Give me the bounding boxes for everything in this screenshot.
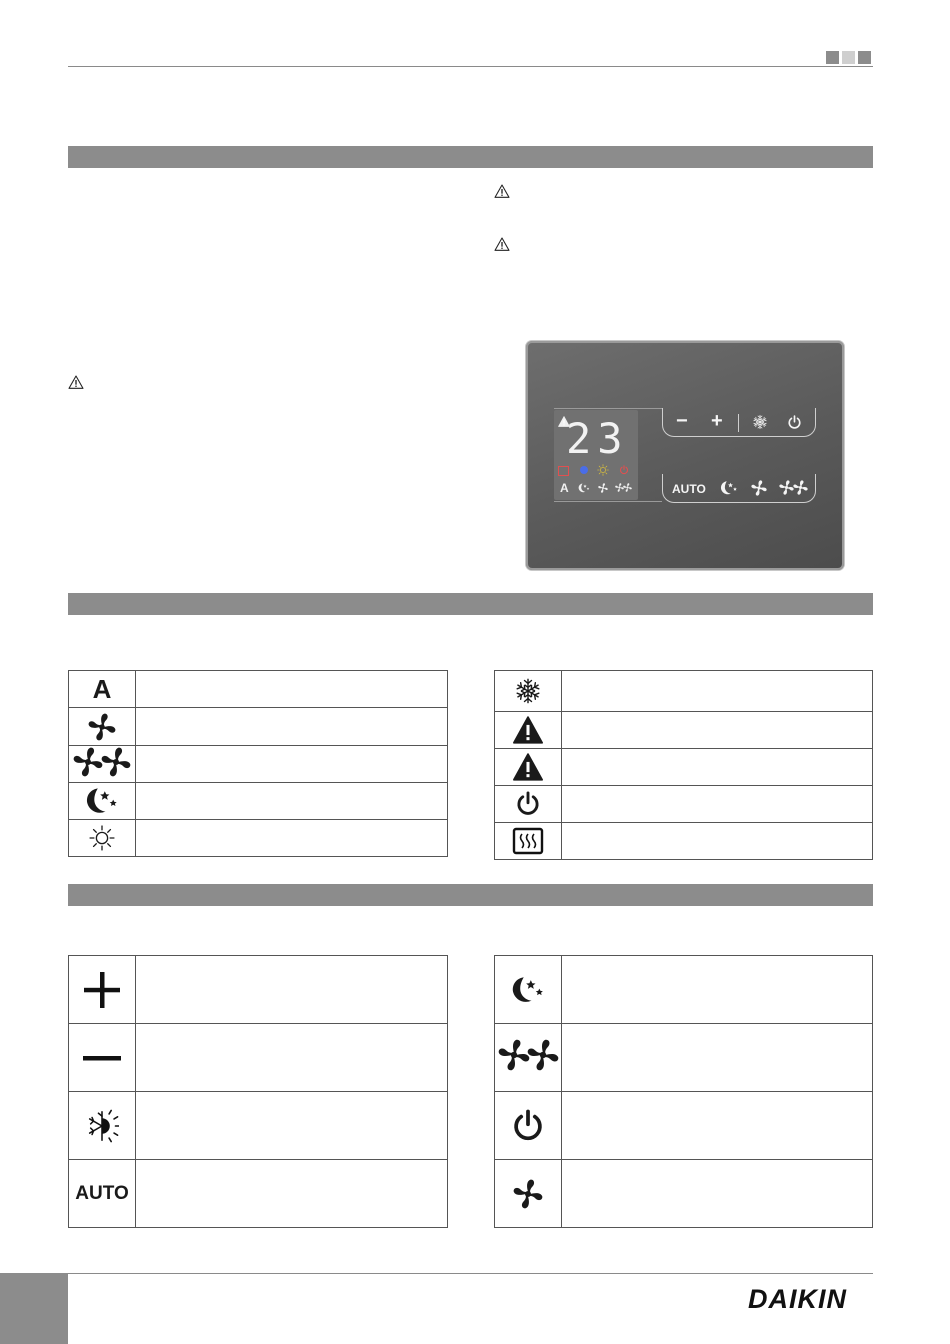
status-icon-table-right	[494, 670, 873, 860]
description-cell	[562, 1024, 873, 1092]
auto-text-icon: AUTO	[75, 1182, 129, 1204]
table-row	[495, 1024, 873, 1092]
panel-double-fan-button[interactable]	[793, 480, 808, 495]
table-row	[495, 712, 873, 749]
warning-icon	[512, 716, 544, 744]
brand-logo: DAIKIN	[748, 1284, 847, 1314]
icon-cell	[69, 1024, 136, 1092]
table-row	[69, 783, 448, 820]
panel-moon-indicator	[578, 483, 590, 493]
description-cell	[136, 956, 448, 1024]
header-square	[842, 51, 855, 64]
description-cell	[562, 823, 873, 860]
panel-auto-letter: A	[560, 481, 569, 495]
description-cell	[136, 1024, 448, 1092]
table-row	[69, 746, 448, 783]
icon-cell	[69, 956, 136, 1024]
icon-cell	[495, 956, 562, 1024]
description-cell	[562, 1160, 873, 1228]
icon-cell	[495, 749, 562, 786]
table-row	[69, 820, 448, 857]
description-cell	[562, 786, 873, 823]
panel-power-led	[619, 465, 629, 475]
description-cell	[562, 1092, 873, 1160]
night-moon-icon	[511, 975, 545, 1005]
header-rule	[68, 66, 873, 67]
icon-cell	[69, 1160, 136, 1228]
icon-cell	[495, 1092, 562, 1160]
footer-rule	[68, 1273, 873, 1274]
section-bar-buttons	[68, 884, 873, 906]
description-cell	[136, 708, 448, 746]
panel-heater-led	[558, 466, 569, 476]
table-row	[69, 956, 448, 1024]
description-cell	[136, 1160, 448, 1228]
warning-icon	[494, 183, 510, 199]
section-bar-description	[68, 146, 873, 168]
icon-cell	[495, 1160, 562, 1228]
panel-double-fan-button[interactable]	[779, 480, 794, 495]
icon-cell	[495, 823, 562, 860]
table-row	[69, 708, 448, 746]
panel-line	[554, 501, 662, 502]
description-cell	[562, 671, 873, 712]
table-row	[495, 956, 873, 1024]
table-row	[495, 1160, 873, 1228]
icon-cell	[69, 671, 136, 708]
description-cell	[562, 712, 873, 749]
panel-fan-indicator	[598, 483, 608, 493]
table-row	[495, 671, 873, 712]
icon-cell	[495, 671, 562, 712]
panel-plus-button[interactable]: +	[711, 410, 723, 432]
icon-cell	[69, 820, 136, 857]
description-cell	[136, 783, 448, 820]
header-square	[826, 51, 839, 64]
fan-icon	[88, 713, 116, 741]
warning-icon	[68, 374, 84, 390]
icon-cell	[69, 1092, 136, 1160]
table-row	[69, 1160, 448, 1228]
icon-cell	[495, 1024, 562, 1092]
fan-icon	[513, 1179, 543, 1209]
table-row	[495, 786, 873, 823]
warning-icon	[494, 236, 510, 252]
panel-mode-button[interactable]	[752, 414, 768, 430]
warning-icon	[512, 753, 544, 781]
status-icon-table-left	[68, 670, 448, 857]
panel-fan-indicator	[623, 483, 632, 492]
double-fan-icon	[498, 1039, 559, 1071]
letter-a-icon: A	[92, 673, 112, 704]
panel-line	[554, 408, 662, 409]
panel-power-button[interactable]	[787, 415, 802, 430]
mode-sun-snow-icon	[85, 1109, 119, 1143]
table-row	[69, 1024, 448, 1092]
heater-icon	[512, 827, 544, 855]
plus-icon	[82, 970, 122, 1010]
sun-icon	[89, 825, 115, 851]
table-row	[495, 823, 873, 860]
description-cell	[562, 956, 873, 1024]
panel-auto-button[interactable]: AUTO	[672, 482, 706, 496]
panel-divider	[738, 414, 739, 432]
table-row	[69, 671, 448, 708]
icon-cell	[495, 786, 562, 823]
section-bar-display-icons	[68, 593, 873, 615]
panel-temperature: 23	[566, 414, 629, 463]
page-corner-tab	[0, 1273, 68, 1344]
panel-sun-led	[597, 464, 609, 476]
description-cell	[562, 749, 873, 786]
icon-cell	[69, 746, 136, 783]
snowflake-icon	[514, 677, 542, 705]
header-square	[858, 51, 871, 64]
panel-snowflake-led	[580, 466, 588, 474]
power-icon	[515, 791, 541, 817]
description-cell	[136, 820, 448, 857]
table-row	[495, 749, 873, 786]
icon-cell	[69, 783, 136, 820]
night-moon-icon	[85, 787, 119, 815]
button-icon-table-left	[68, 955, 448, 1228]
description-cell	[136, 671, 448, 708]
description-cell	[136, 1092, 448, 1160]
panel-night-button[interactable]	[720, 480, 738, 496]
icon-cell	[69, 708, 136, 746]
power-icon	[511, 1109, 545, 1143]
panel-minus-button[interactable]: −	[676, 410, 688, 432]
table-row	[69, 1092, 448, 1160]
panel-fan-button[interactable]	[751, 480, 767, 496]
minus-icon	[82, 1053, 122, 1063]
button-icon-table-right	[494, 955, 873, 1228]
description-cell	[136, 746, 448, 783]
icon-cell	[495, 712, 562, 749]
table-row	[495, 1092, 873, 1160]
double-fan-icon	[73, 747, 131, 777]
